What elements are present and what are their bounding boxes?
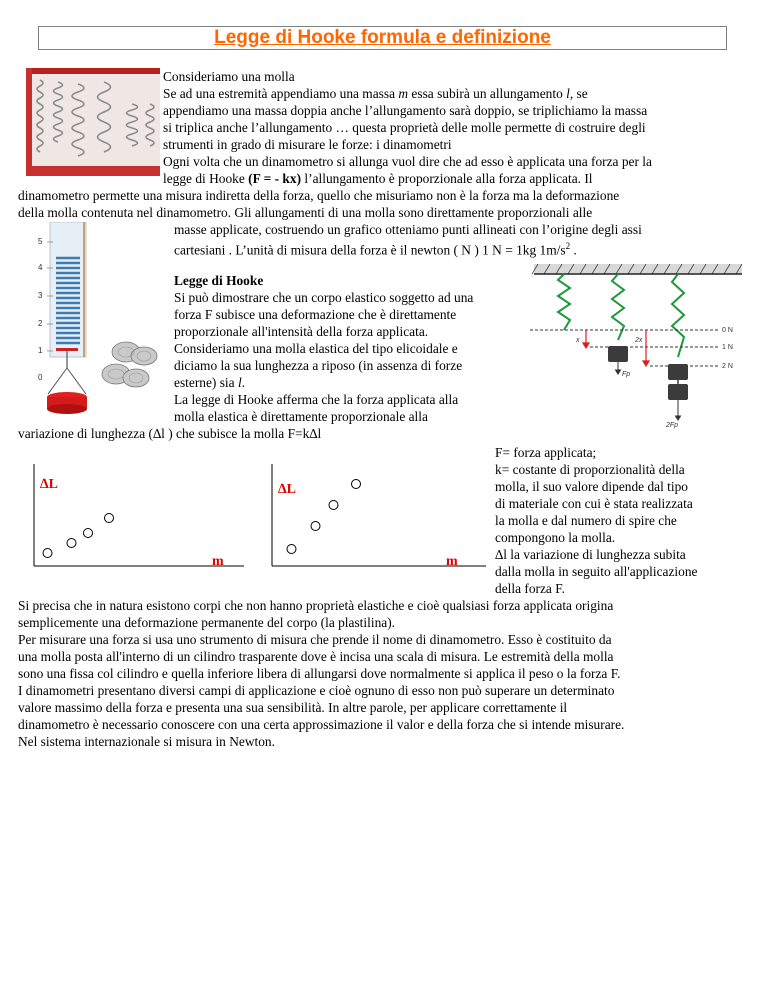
chart2-ylabel: ∆L <box>278 482 296 497</box>
dynamometer-tick-0: 0 <box>38 373 43 382</box>
hooke-line4: Consideriamo una molla elastica del tipo elicoidale e <box>174 341 458 356</box>
diagram-label-2fp: 2Fp <box>666 422 679 429</box>
legend-line6: compongono la molla. <box>495 530 616 545</box>
diagram-label-1n: 1 N <box>722 344 733 351</box>
hooke-heading: Legge di Hooke <box>174 273 264 288</box>
hooke-line2: forza F subisce una deformazione che è direttamente <box>174 307 457 322</box>
para1-line5: strumenti in grado di misurare le forze: i dinamometri <box>163 137 452 152</box>
chart2-point-3 <box>329 501 338 510</box>
body-line8: dinamometro è necessario conoscere con una certa approssimazione il valor e della forza che si intende misurare. <box>18 717 625 732</box>
scatter-chart-1 <box>26 462 248 578</box>
body-line1: Si precisa che in natura esistono corpi che non hanno proprietà elastiche e cioè qualsiasi forza applicata origina <box>18 598 614 613</box>
chart1-point-1 <box>43 549 52 558</box>
chart2-point-4 <box>352 480 361 489</box>
hooke-line6: esterne) sia l. <box>174 375 246 390</box>
para1-line4: si triplica anche l’allungamento … questa proprietà delle molle permette di costruire degli <box>163 120 646 135</box>
para1-line3: appendiamo una massa doppia anche l’allungamento sarà doppio, se triplichiamo la massa <box>163 103 648 118</box>
dynamometer-tick-4: 4 <box>38 263 43 272</box>
diagram-label-2n: 2 N <box>722 363 733 370</box>
title-box <box>38 26 727 50</box>
chart1-ylabel: ∆L <box>40 477 58 492</box>
body-line4: una molla posta all'interno di un cilindro trasparente dove è incisa una scala di misura. Le estremità della molla <box>18 649 614 664</box>
body-line3: Per misurare una forza si usa uno strumento di misura che prende il nome di dinamometro. Esso è costituito da <box>18 632 612 647</box>
chart1-point-4 <box>105 514 114 523</box>
body-line9: Nel sistema internazionale si misura in Newton. <box>18 734 275 749</box>
hooke-line9: variazione di lunghezza (∆l ) che subisce la molla F=k∆l <box>18 426 322 441</box>
diagram-label-0n: 0 N <box>722 327 733 334</box>
legend-line5: la molla e dal numero di spire che <box>495 513 677 528</box>
dynamometer-tick-5: 5 <box>38 237 43 246</box>
legend-line8: dalla molla in seguito all'applicazione <box>495 564 698 579</box>
legend-line4: di materiale con cui è stata realizzata <box>495 496 693 511</box>
para1-line8: dinamometro permette una misura indiretta della forza, quello che misuriamo non è la forza ma la deformazione <box>18 188 620 203</box>
scatter-chart-2 <box>264 462 492 578</box>
para1-line6: Ogni volta che un dinamometro si allunga vuol dire che ad esso è applicata una forza per la <box>163 154 652 169</box>
diagram-label-fp: Fp <box>622 371 631 378</box>
springs-image <box>26 68 160 176</box>
body-line7: valore massimo della forza e presenta una sua sensibilità. In altre parole, per applicare correttamente il <box>18 700 568 715</box>
body-line2: semplicemente una deformazione permanente del corpo (la plastilina). <box>18 615 396 630</box>
legend-line1: F= forza applicata; <box>495 445 597 460</box>
legend-line7: ∆l la variazione di lunghezza subita <box>495 547 686 562</box>
page-title: Legge di Hooke formula e definizione <box>214 27 551 48</box>
dynamometer-tick-3: 3 <box>38 291 43 300</box>
para1-line9: della molla contenuta nel dinamometro. Gli allungamenti di una molla sono direttamente proporzionali alle <box>18 205 593 220</box>
legend-line9: della forza F. <box>495 581 565 596</box>
chart1-point-3 <box>84 529 93 538</box>
spring-diagram <box>530 262 746 434</box>
para1-line2: Se ad una estremità appendiamo una massa m essa subirà un allungamento l, se <box>163 86 588 101</box>
dynamometer-tick-2: 2 <box>38 319 43 328</box>
chart2-xlabel: m <box>446 554 458 569</box>
para1-line10: masse applicate, costruendo un grafico otteniamo punti allineati con l’origine degli assi <box>174 222 642 237</box>
body-line5: sono una fissa col cilindro e quella inferiore libera di allungarsi dove normalmente si applica il peso o la forza F. <box>18 666 621 681</box>
legend-line3: molla, il suo valore dipende dal tipo <box>495 479 689 494</box>
chart2-point-1 <box>287 545 296 554</box>
hooke-line7: La legge di Hooke afferma che la forza applicata alla <box>174 392 459 407</box>
dynamometer-image <box>20 222 170 422</box>
legend-line2: k= costante di proporzionalità della <box>495 462 685 477</box>
diagram-label-x: x <box>576 337 580 344</box>
para1-line1: Consideriamo una molla <box>163 69 295 84</box>
chart2-point-2 <box>311 522 320 531</box>
para1-line11: cartesiani . L’unità di misura della forza è il newton ( N ) 1 N = 1kg $1m/s^2$ . <box>174 241 577 258</box>
hooke-line5: diciamo la sua lunghezza a riposo (in assenza di forze <box>174 358 463 373</box>
hooke-line8: molla elastica è direttamente proporzionale alla <box>174 409 428 424</box>
chart1-xlabel: m <box>212 554 224 569</box>
para1-line7: legge di Hooke (F = - kx) l’allungamento è proporzionale alla forza applicata. Il <box>163 171 593 186</box>
hooke-line3: proporzionale all'intensità della forza applicata. <box>174 324 429 339</box>
body-line6: I dinamometri presentano diversi campi di applicazione e cioè ognuno di esso non può superare un determinato <box>18 683 615 698</box>
diagram-label-2x: 2x <box>635 337 643 344</box>
chart1-point-2 <box>67 539 76 548</box>
dynamometer-tick-1: 1 <box>38 346 43 355</box>
hooke-line1: Si può dimostrare che un corpo elastico soggetto ad una <box>174 290 474 305</box>
